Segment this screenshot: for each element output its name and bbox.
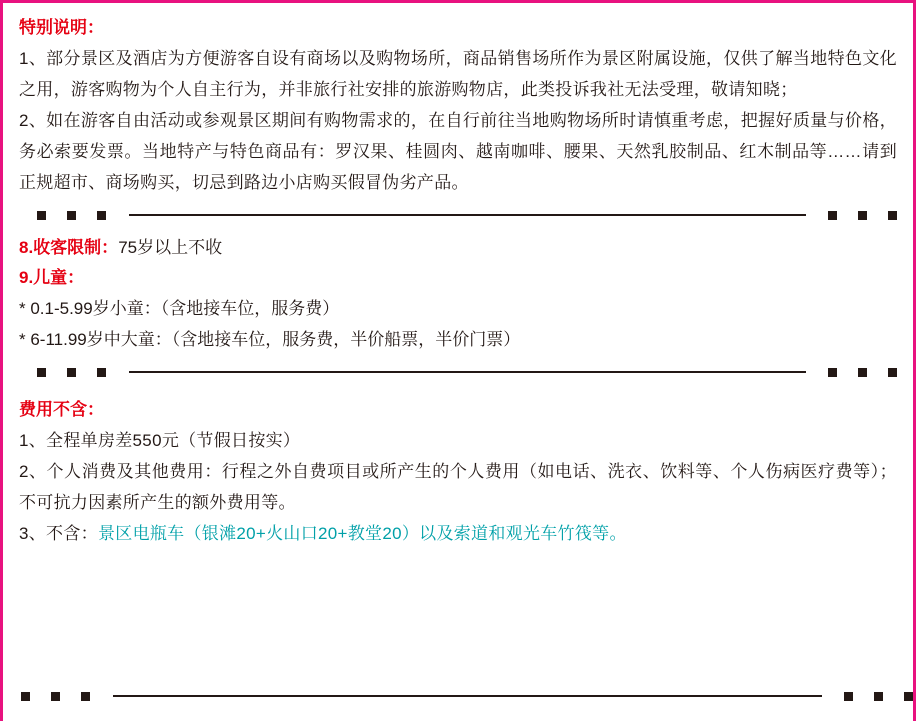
separator-square-icon: [81, 692, 90, 701]
separator-square-icon: [97, 211, 106, 220]
separator-square-icon: [888, 368, 897, 377]
section-8-title: 8.收客限制：: [19, 238, 119, 257]
separator-rule: [129, 214, 806, 216]
fee-excluded-item-3-highlight: 景区电瓶车（银滩20+火山口20+教堂20）以及索道和观光车竹筏等。: [97, 524, 627, 543]
fee-excluded-item-3-prefix: 3、不含：: [19, 524, 98, 543]
separator-3: [3, 679, 913, 713]
separator-square-icon: [51, 692, 60, 701]
section-9-item-1: * 0.1-5.99岁小童：（含地接车位，服务费）: [19, 299, 340, 318]
section-9-title: 9.儿童：: [19, 268, 85, 287]
separator-square-icon: [67, 368, 76, 377]
special-note-paragraph-2: 2、如在游客自由活动或参观景区期间有购物需求的，在自行前往当地购物场所时请慎重考虑，把握好质量与价格，务必索要发票。当地特产与特色商品有：罗汉果、桂圆肉、越南咖啡、腰果、天然乳胶制品、红木制品等……请到正规超市、商场购买，切忌到路边小店购买假冒伪劣产品。: [19, 111, 897, 192]
section-9-item-2: * 6-11.99岁中大童：（含地接车位，服务费，半价船票，半价门票）: [19, 330, 521, 349]
separator-square-icon: [97, 368, 106, 377]
separator-2: [19, 355, 897, 389]
section-8-value: 75岁以上不收: [118, 238, 223, 257]
fee-excluded-item-2: 2、个人消费及其他费用：行程之外自费项目或所产生的个人费用（如电话、洗衣、饮料等、个人伤病医疗费等）；不可抗力因素所产生的额外费用等。: [19, 462, 897, 512]
separator-square-icon: [37, 211, 46, 220]
separator-square-icon: [828, 368, 837, 377]
special-note-paragraph-1: 1、部分景区及酒店为方便游客自设有商场以及购物场所，商品销售场所作为景区附属设施，仅供了解当地特色文化之用，游客购物为个人自主行为，并非旅行社安排的旅游购物店，此类投诉我社无法受理，敬请知晓；: [19, 49, 897, 99]
separator-square-icon: [888, 211, 897, 220]
separator-square-icon: [828, 211, 837, 220]
document-content: [3, 3, 913, 549]
fee-excluded-item-3: [19, 518, 897, 549]
separator-square-icon: [858, 368, 867, 377]
separator-square-icon: [844, 692, 853, 701]
separator-square-icon: [21, 692, 30, 701]
fee-excluded-title: 费用不含：: [19, 400, 104, 419]
separator-square-icon: [904, 692, 913, 701]
separator-square-icon: [858, 211, 867, 220]
fee-excluded-item-1: 1、全程单房差550元（节假日按实）: [19, 431, 301, 450]
special-note-title: 特别说明：: [19, 18, 104, 37]
separator-rule: [129, 371, 806, 373]
section-8: [19, 232, 897, 263]
separator-square-icon: [67, 211, 76, 220]
separator-rule: [113, 695, 822, 697]
separator-1: [19, 198, 897, 232]
separator-square-icon: [874, 692, 883, 701]
separator-square-icon: [37, 368, 46, 377]
